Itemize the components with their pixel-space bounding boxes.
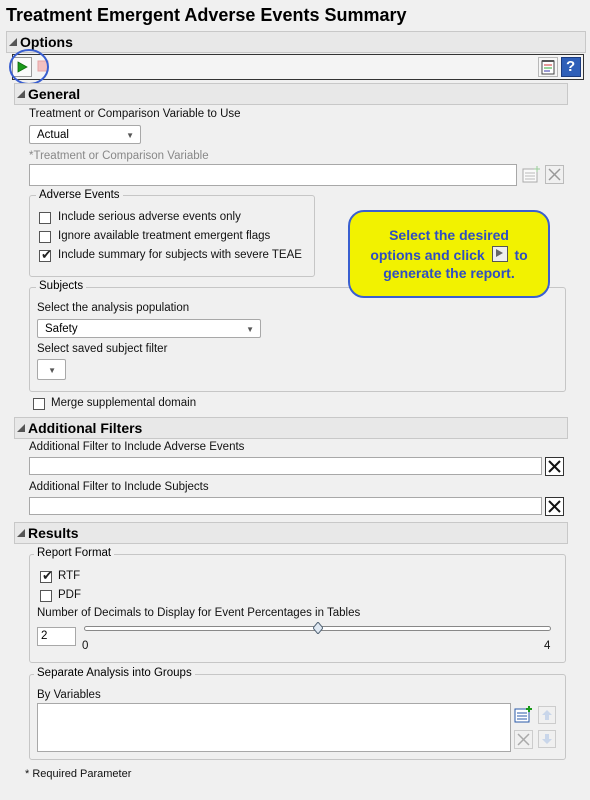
callout-line-2a: options and click (370, 247, 485, 263)
decimals-slider-thumb[interactable] (313, 622, 323, 634)
slider-handle-icon (313, 622, 323, 634)
callout-line-2b: to (514, 247, 528, 263)
serious-ae-checkbox[interactable] (39, 212, 51, 224)
close-icon (546, 458, 563, 475)
collapse-triangle-icon (17, 529, 25, 537)
adverse-events-group-label: Adverse Events (36, 189, 123, 201)
subjects-group-label: Subjects (36, 280, 86, 292)
callout-line-2 (350, 246, 548, 263)
rtf-checkbox[interactable] (40, 568, 53, 583)
severe-teae-checkbox[interactable] (39, 247, 52, 262)
move-down-button[interactable] (538, 730, 556, 748)
results-label: Results (28, 525, 79, 541)
report-format-group-label: Report Format (34, 547, 114, 559)
instruction-callout (348, 210, 550, 298)
options-label: Options (20, 34, 73, 50)
slider-max-label: 4 (544, 640, 551, 652)
decimals-input[interactable] (37, 627, 76, 646)
separate-analysis-group-label: Separate Analysis into Groups (34, 667, 195, 679)
arrow-down-icon (539, 731, 555, 747)
treatment-comparison-input[interactable] (29, 164, 517, 186)
callout-line-1: Select the desired (389, 227, 509, 243)
ae-filter-input[interactable] (29, 457, 542, 475)
clear-ae-filter-button[interactable] (545, 457, 564, 476)
add-by-variable-button[interactable] (514, 705, 533, 724)
add-list-icon (522, 165, 541, 184)
page-title: Treatment Emergent Adverse Events Summary (6, 5, 407, 25)
additional-filters-label: Additional Filters (28, 420, 143, 436)
clear-subject-filter-button[interactable] (545, 497, 564, 516)
checkmark-icon: ✔ (41, 247, 52, 262)
treatment-comparison-label: *Treatment or Comparison Variable (29, 150, 209, 162)
subject-filter-input[interactable] (29, 497, 542, 515)
general-label: General (28, 86, 81, 102)
callout-line-3: generate the report. (383, 265, 515, 281)
play-icon (492, 246, 508, 262)
arrow-up-icon (539, 707, 555, 723)
population-select[interactable] (37, 319, 261, 338)
help-button[interactable] (561, 57, 581, 77)
merge-supplemental-label: Merge supplemental domain (51, 397, 197, 409)
by-variables-label: By Variables (37, 689, 101, 701)
required-note: * Required Parameter (25, 768, 132, 780)
population-value: Safety (45, 323, 78, 335)
rtf-label: RTF (58, 570, 81, 582)
serious-ae-label: Include serious adverse events only (58, 211, 241, 223)
add-list-icon (514, 705, 533, 724)
saved-filter-select[interactable] (37, 359, 66, 380)
treatment-var-label: Treatment or Comparison Variable to Use (29, 108, 241, 120)
collapse-triangle-icon (17, 90, 25, 98)
treatment-var-value: Actual (37, 129, 69, 141)
ignore-flags-label: Ignore available treatment emergent flags (58, 230, 271, 242)
chevron-down-icon: ▼ (126, 131, 134, 140)
remove-variable-button[interactable] (545, 165, 564, 184)
close-icon (546, 166, 563, 183)
close-icon (546, 498, 563, 515)
slider-min-label: 0 (82, 640, 89, 652)
merge-supplemental-checkbox[interactable] (33, 398, 45, 410)
results-section-header[interactable] (14, 522, 568, 544)
treatment-var-select[interactable] (29, 125, 141, 144)
general-section-header[interactable] (14, 83, 568, 105)
highlight-circle (7, 47, 51, 87)
saved-filter-label: Select saved subject filter (37, 343, 168, 355)
subject-filter-label: Additional Filter to Include Subjects (29, 481, 209, 493)
collapse-triangle-icon (9, 38, 17, 46)
decimals-value: 2 (41, 630, 48, 642)
collapse-triangle-icon (17, 424, 25, 432)
population-label: Select the analysis population (37, 302, 190, 314)
additional-filters-section-header[interactable] (14, 417, 568, 439)
pdf-label: PDF (58, 589, 81, 601)
toolbar (12, 54, 584, 80)
help-icon: ? (566, 58, 576, 75)
chevron-down-icon: ▼ (48, 366, 56, 375)
decimals-label: Number of Decimals to Display for Event Percentages in Tables (37, 607, 361, 619)
checkmark-icon: ✔ (42, 568, 53, 583)
remove-by-variable-button[interactable] (514, 730, 533, 749)
options-section-header[interactable] (6, 31, 586, 53)
ignore-flags-checkbox[interactable] (39, 231, 51, 243)
move-up-button[interactable] (538, 706, 556, 724)
script-icon (539, 58, 557, 76)
by-variables-list[interactable] (37, 703, 511, 752)
chevron-down-icon: ▼ (246, 325, 254, 334)
pdf-checkbox[interactable] (40, 590, 52, 602)
close-icon (515, 731, 532, 748)
severe-teae-label: Include summary for subjects with severe TEAE (58, 249, 302, 261)
save-script-button[interactable] (538, 57, 558, 77)
add-variable-button[interactable] (522, 165, 541, 184)
ae-filter-label: Additional Filter to Include Adverse Events (29, 441, 245, 453)
